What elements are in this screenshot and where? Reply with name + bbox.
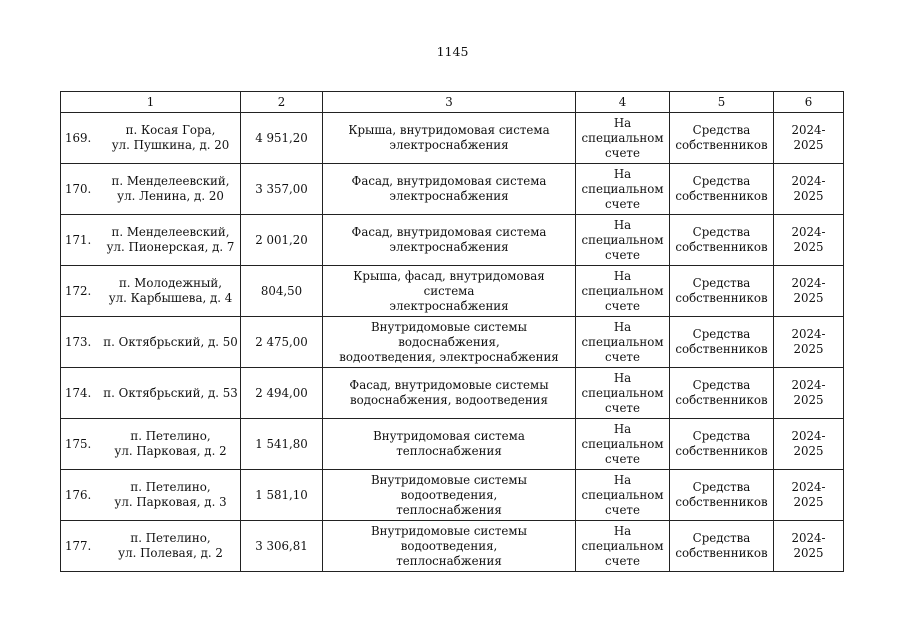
fund-line-1: На	[613, 268, 632, 283]
fund-line-2: специальном	[581, 283, 664, 298]
row-number: 170.	[65, 181, 92, 196]
row-number: 177.	[65, 538, 92, 553]
work-type-cell	[323, 368, 576, 419]
fund-line-2: специальном	[581, 538, 664, 553]
source-line-2: собственников	[675, 291, 768, 305]
work-type-line-1: Фасад, внутридомовые системы	[349, 378, 549, 392]
work-type-line-1: Внутридомовые системы водоотведения,	[371, 523, 527, 553]
table-row	[61, 215, 844, 266]
column-header-4: 4	[576, 92, 670, 113]
period-cell: 2024-2025	[774, 164, 844, 215]
fund-line-1: На	[613, 523, 632, 538]
address-line-1: п. Петелино,	[130, 531, 211, 545]
work-type-cell	[323, 164, 576, 215]
column-header-2: 2	[241, 92, 323, 113]
address-line-1: п. Менделеевский,	[111, 225, 230, 239]
fund-cell	[576, 215, 670, 266]
fund-line-1: На	[613, 166, 632, 181]
work-type-line-2: электроснабжения	[389, 240, 509, 254]
source-line-1: Средства	[692, 327, 751, 341]
fund-cell	[576, 419, 670, 470]
fund-line-2: специальном	[581, 487, 664, 502]
period-cell: 2024-2025	[774, 113, 844, 164]
source-line-1: Средства	[692, 429, 751, 443]
source-line-1: Средства	[692, 276, 751, 290]
row-number: 176.	[65, 487, 92, 502]
source-line-1: Средства	[692, 531, 751, 545]
work-type-line-2: водоотведения, электроснабжения	[339, 349, 559, 364]
fund-cell	[576, 470, 670, 521]
source-line-2: собственников	[675, 546, 768, 560]
fund-line-1: На	[613, 217, 632, 232]
address-line-2: ул. Пионерская, д. 7	[106, 240, 235, 254]
period-cell: 2024-2025	[774, 419, 844, 470]
fund-line-2: специальном	[581, 232, 664, 247]
fund-cell	[576, 164, 670, 215]
address-cell	[61, 419, 241, 470]
area-cell: 804,50	[241, 266, 323, 317]
work-type-cell	[323, 266, 576, 317]
work-type-cell	[323, 113, 576, 164]
period-cell: 2024-2025	[774, 368, 844, 419]
source-line-1: Средства	[692, 225, 751, 239]
fund-cell	[576, 368, 670, 419]
fund-cell	[576, 113, 670, 164]
period-cell: 2024-2025	[774, 266, 844, 317]
column-header-3: 3	[323, 92, 576, 113]
work-type-cell	[323, 470, 576, 521]
fund-cell	[576, 266, 670, 317]
address-cell	[61, 521, 241, 572]
area-cell: 3 306,81	[241, 521, 323, 572]
work-type-cell	[323, 317, 576, 368]
fund-line-3: счете	[605, 451, 640, 466]
work-type-line-1: Фасад, внутридомовая система	[351, 225, 547, 239]
fund-line-2: специальном	[581, 130, 664, 145]
row-number: 175.	[65, 436, 92, 451]
column-header-5: 5	[670, 92, 774, 113]
work-type-line-1: Внутридомовая система теплоснабжения	[373, 429, 525, 458]
fund-line-3: счете	[605, 502, 640, 517]
address-line-2: ул. Пушкина, д. 20	[111, 138, 230, 152]
source-line-2: собственников	[675, 138, 768, 152]
source-line-2: собственников	[675, 189, 768, 203]
work-type-line-1: Фасад, внутридомовая система	[351, 174, 547, 188]
address-cell	[61, 215, 241, 266]
work-type-line-2: электроснабжения	[389, 189, 509, 203]
work-type-line-2: электроснабжения	[389, 298, 509, 313]
address-cell	[61, 266, 241, 317]
table-row	[61, 164, 844, 215]
address-line-1: п. Октябрьский, д. 50	[103, 334, 238, 349]
fund-line-2: специальном	[581, 385, 664, 400]
table-row	[61, 368, 844, 419]
address-line-1: п. Октябрьский, д. 53	[103, 385, 238, 400]
funding-source-cell	[670, 317, 774, 368]
funding-source-cell	[670, 470, 774, 521]
funding-source-cell	[670, 419, 774, 470]
fund-line-1: На	[613, 115, 632, 130]
fund-line-2: специальном	[581, 436, 664, 451]
period-cell: 2024-2025	[774, 317, 844, 368]
funding-source-cell	[670, 113, 774, 164]
row-number: 172.	[65, 283, 92, 298]
table-row	[61, 470, 844, 521]
area-cell: 1 581,10	[241, 470, 323, 521]
fund-line-3: счете	[605, 553, 640, 568]
area-cell: 4 951,20	[241, 113, 323, 164]
work-type-line-2: электроснабжения	[389, 138, 509, 152]
table-row	[61, 419, 844, 470]
area-cell: 2 494,00	[241, 368, 323, 419]
table-row	[61, 521, 844, 572]
column-header-1: 1	[61, 92, 241, 113]
source-line-2: собственников	[675, 342, 768, 356]
address-line-2: ул. Карбышева, д. 4	[108, 291, 233, 305]
area-cell: 1 541,80	[241, 419, 323, 470]
period-cell: 2024-2025	[774, 215, 844, 266]
fund-line-3: счете	[605, 298, 640, 313]
funding-source-cell	[670, 215, 774, 266]
source-line-1: Средства	[692, 480, 751, 494]
funding-source-cell	[670, 521, 774, 572]
work-type-cell	[323, 215, 576, 266]
fund-cell	[576, 317, 670, 368]
row-number: 169.	[65, 130, 92, 145]
row-number: 171.	[65, 232, 92, 247]
address-line-1: п. Косая Гора,	[125, 123, 216, 137]
fund-line-1: На	[613, 370, 632, 385]
work-type-line-2: теплоснабжения	[396, 502, 502, 517]
repair-schedule-table	[60, 91, 844, 572]
table-row	[61, 113, 844, 164]
address-line-1: п. Петелино,	[130, 480, 211, 494]
work-type-line-1: Крыша, внутридомовая система	[348, 123, 550, 137]
fund-cell	[576, 521, 670, 572]
address-cell	[61, 368, 241, 419]
address-line-2: ул. Парковая, д. 3	[114, 495, 227, 509]
area-cell: 3 357,00	[241, 164, 323, 215]
address-cell	[61, 113, 241, 164]
row-number: 174.	[65, 385, 92, 400]
source-line-2: собственников	[675, 444, 768, 458]
source-line-2: собственников	[675, 240, 768, 254]
area-cell: 2 001,20	[241, 215, 323, 266]
address-line-1: п. Петелино,	[130, 429, 211, 443]
work-type-line-1: Крыша, фасад, внутридомовая система	[353, 268, 545, 298]
period-cell: 2024-2025	[774, 470, 844, 521]
address-line-1: п. Молодежный,	[118, 276, 223, 290]
fund-line-1: На	[613, 472, 632, 487]
source-line-2: собственников	[675, 393, 768, 407]
source-line-1: Средства	[692, 174, 751, 188]
source-line-1: Средства	[692, 123, 751, 137]
work-type-line-1: Внутридомовые системы водоотведения,	[371, 472, 527, 502]
source-line-1: Средства	[692, 378, 751, 392]
period-cell: 2024-2025	[774, 521, 844, 572]
address-line-2: ул. Ленина, д. 20	[117, 189, 224, 203]
fund-line-1: На	[613, 421, 632, 436]
fund-line-3: счете	[605, 247, 640, 262]
page-number: 1145	[436, 44, 469, 59]
column-header-6: 6	[774, 92, 844, 113]
fund-line-2: специальном	[581, 181, 664, 196]
fund-line-2: специальном	[581, 334, 664, 349]
address-cell	[61, 164, 241, 215]
table-row	[61, 317, 844, 368]
funding-source-cell	[670, 266, 774, 317]
area-cell: 2 475,00	[241, 317, 323, 368]
fund-line-3: счете	[605, 400, 640, 415]
fund-line-3: счете	[605, 196, 640, 211]
row-number: 173.	[65, 334, 92, 349]
table-row	[61, 266, 844, 317]
source-line-2: собственников	[675, 495, 768, 509]
address-cell	[61, 317, 241, 368]
funding-source-cell	[670, 164, 774, 215]
work-type-cell	[323, 521, 576, 572]
fund-line-3: счете	[605, 145, 640, 160]
table-header-row	[61, 92, 844, 113]
fund-line-1: На	[613, 319, 632, 334]
address-line-1: п. Менделеевский,	[111, 174, 230, 188]
funding-source-cell	[670, 368, 774, 419]
work-type-line-2: теплоснабжения	[396, 553, 502, 568]
work-type-line-2: водоснабжения, водоотведения	[350, 393, 548, 407]
address-cell	[61, 470, 241, 521]
fund-line-3: счете	[605, 349, 640, 364]
work-type-cell	[323, 419, 576, 470]
address-line-2: ул. Полевая, д. 2	[118, 546, 223, 560]
address-line-2: ул. Парковая, д. 2	[114, 444, 227, 458]
work-type-line-1: Внутридомовые системы водоснабжения,	[371, 319, 527, 349]
